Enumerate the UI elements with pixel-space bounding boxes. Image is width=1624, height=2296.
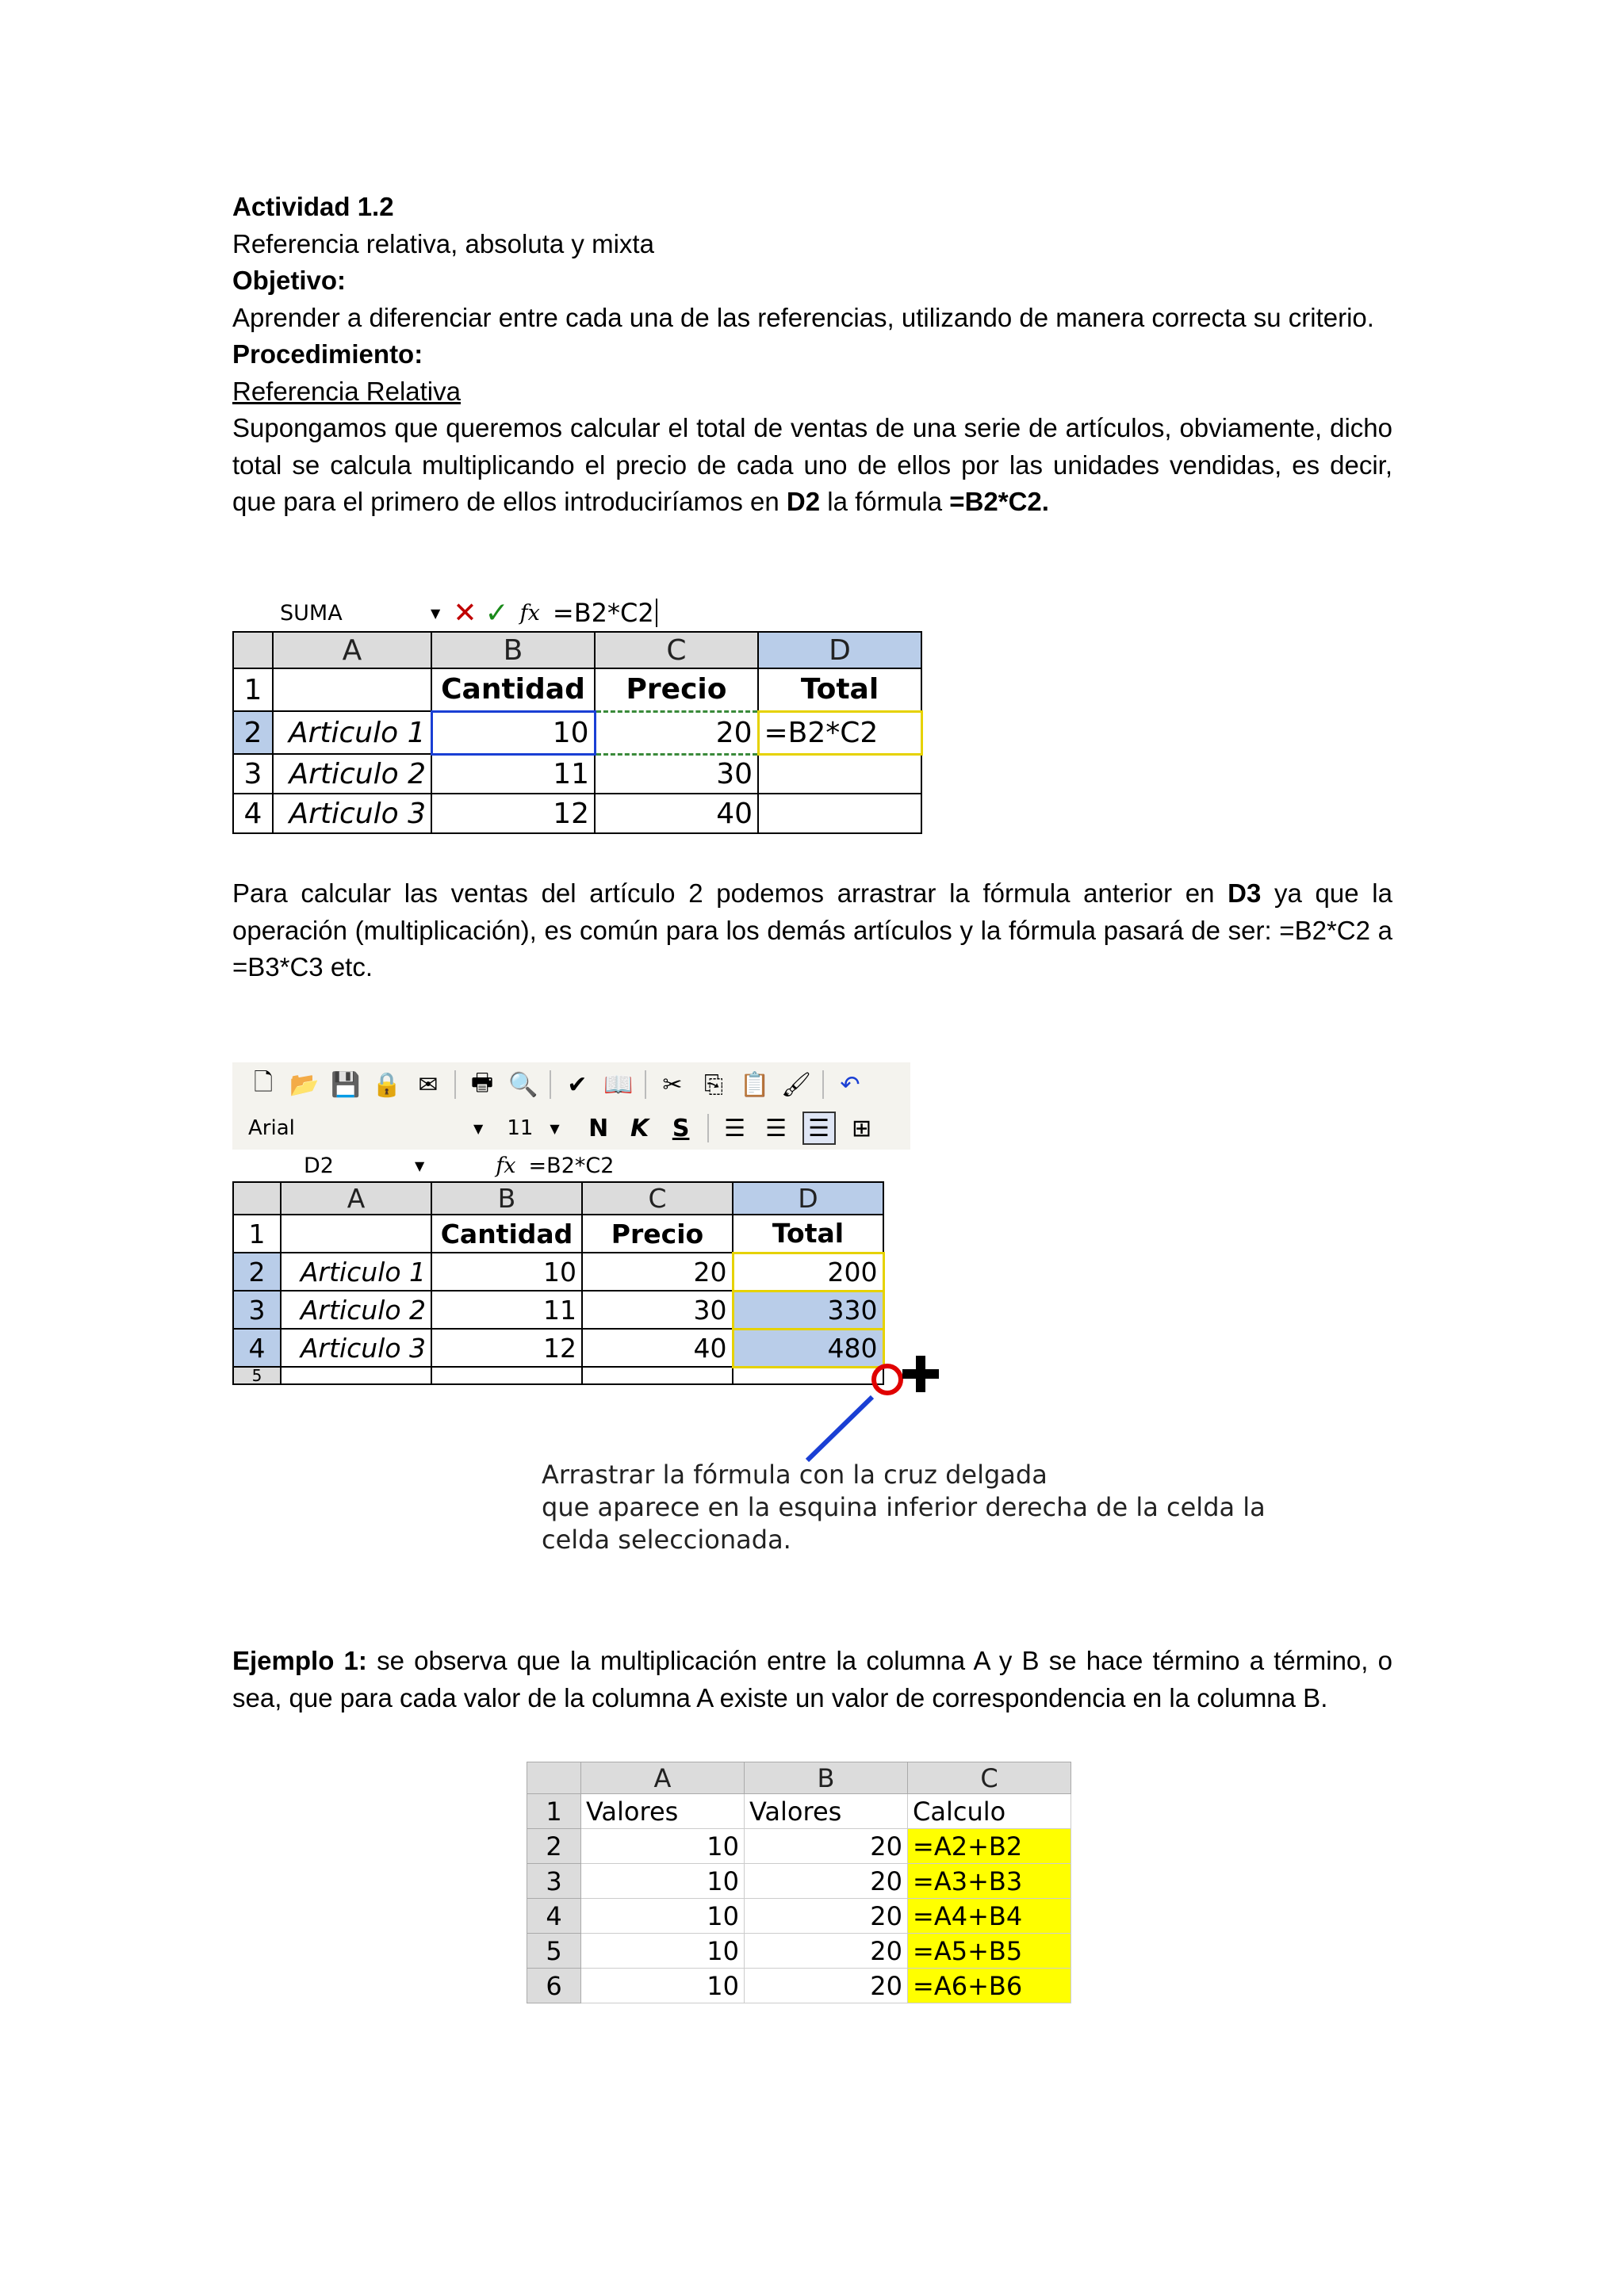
chevron-down-icon[interactable]: ▼ [415,1158,425,1173]
item-name[interactable]: Articulo 3 [273,794,431,833]
col-header-c[interactable]: C [582,1182,733,1215]
item-name[interactable]: Articulo 1 [273,711,431,754]
col-header-d[interactable]: D [758,632,921,668]
chevron-down-icon[interactable]: ▼ [431,605,441,621]
caption-line: Arrastrar la fórmula con la cruz delgada [542,1460,1048,1490]
align-left-icon[interactable]: ☰ [724,1114,746,1142]
item-name[interactable]: Articulo 1 [281,1253,431,1291]
value-b[interactable]: 20 [745,1899,908,1934]
formula-display[interactable]: =B2*C2 [528,1153,615,1178]
chevron-down-icon[interactable]: ▼ [550,1120,560,1136]
font-name-box[interactable]: Arial [248,1116,295,1140]
sheet3-grid [527,1762,1071,2003]
row-number[interactable]: 2 [233,711,273,754]
total-cell-active[interactable]: 200 [733,1253,883,1291]
quantity-cell[interactable]: 10 [431,1253,582,1291]
value-b[interactable]: 20 [745,1864,908,1899]
fill-handle-highlight [874,1366,901,1393]
row-number[interactable]: 3 [527,1864,581,1899]
quantity-cell[interactable]: 12 [431,794,595,833]
research-icon[interactable]: 📖 [603,1070,634,1099]
value-b[interactable]: 20 [745,1969,908,2003]
cut-icon[interactable]: ✂ [662,1070,683,1099]
procedure-label: Procedimiento: [232,339,423,369]
item-name[interactable]: Articulo 2 [281,1291,431,1329]
total-cell-selected[interactable]: 480 [733,1329,883,1367]
confirm-icon[interactable]: ✓ [485,596,509,629]
price-cell[interactable]: 30 [595,754,758,794]
item-name[interactable]: Articulo 3 [281,1329,431,1367]
objective-label: Objetivo: [232,266,347,295]
row-number[interactable]: 2 [233,1253,281,1291]
print-preview-icon[interactable]: 🔍 [508,1070,538,1099]
caption-line: celda seleccionada. [542,1525,791,1555]
permission-icon[interactable]: 🔒 [372,1070,402,1099]
col-header-d[interactable]: D [733,1182,883,1215]
row-number[interactable]: 6 [527,1969,581,2003]
save-icon[interactable]: 💾 [331,1070,361,1099]
col-header-a[interactable]: A [273,632,431,668]
drag-caption [542,1459,1266,1556]
activity-title: Actividad 1.2 [232,192,394,221]
col-header-c[interactable]: C [908,1762,1071,1794]
print-icon[interactable]: 🖶 [470,1068,494,1096]
spreadsheet-screenshot-3 [527,1762,1071,2003]
objective-text: Aprender a diferenciar entre cada una de las referencias, utilizando de manera correcta su criterio. [232,302,1374,332]
corner-cell[interactable] [527,1762,581,1794]
row-number[interactable]: 2 [527,1829,581,1864]
header-precio[interactable]: Precio [582,1215,733,1253]
bold-button[interactable]: N [588,1114,609,1142]
chevron-down-icon[interactable]: ▼ [473,1120,484,1136]
section-relative-heading: Referencia Relativa [232,376,461,406]
row-number[interactable]: 1 [527,1794,581,1829]
header-cantidad[interactable]: Cantidad [431,1215,582,1253]
header-cantidad[interactable]: Cantidad [431,668,595,711]
col-header-b[interactable]: B [431,1182,582,1215]
row-number[interactable]: 1 [233,1215,281,1253]
value-b[interactable]: 20 [745,1934,908,1969]
col-header-a[interactable]: A [281,1182,431,1215]
value-b[interactable]: 20 [745,1829,908,1864]
formula-cell[interactable]: =A4+B4 [908,1899,1071,1934]
annotation-arrow [807,1397,872,1460]
formula-cell[interactable]: =A5+B5 [908,1934,1071,1969]
header-total[interactable]: Total [758,668,921,711]
quantity-cell[interactable]: 11 [431,754,595,794]
total-cell-active[interactable]: =B2*C2 [758,711,921,754]
col-header-b[interactable]: B [745,1762,908,1794]
row-number[interactable]: 5 [527,1934,581,1969]
italic-button[interactable]: K [630,1114,649,1142]
open-folder-icon[interactable]: 📂 [289,1070,320,1099]
header-valores-a[interactable]: Valores [581,1794,745,1829]
name-box[interactable]: D2 [304,1153,334,1178]
row-number[interactable]: 4 [527,1899,581,1934]
activity-subtitle: Referencia relativa, absoluta y mixta [232,228,654,258]
font-size-box[interactable]: 11 [507,1116,534,1140]
value-a[interactable]: 10 [581,1969,745,2003]
spelling-icon[interactable]: ✔ [567,1070,588,1099]
col-header-c[interactable]: C [595,632,758,668]
paragraph-1: Supongamos que queremos calcular el total de ventas de una serie de artículos, obviamente, dicho total se calcula multiplicando el precio de cada uno de ellos por las unidades vendidas, es decir, que para el primero de ellos introduciríamos en D2 la fórmula =B2*C2. [232,413,1392,516]
row-number[interactable]: 4 [233,794,273,833]
price-cell[interactable]: 30 [582,1291,733,1329]
row-number[interactable]: 3 [233,754,273,794]
header-valores-b[interactable]: Valores [745,1794,908,1829]
value-a[interactable]: 10 [581,1899,745,1934]
formula-cell[interactable]: =A2+B2 [908,1829,1071,1864]
formula-cell[interactable]: =A3+B3 [908,1864,1071,1899]
example-1-paragraph: Ejemplo 1: se observa que la multiplicación entre la columna A y B se hace término a término, o sea, que para cada valor de la columna A existe un valor de correspondencia en la columna B. [232,1646,1392,1712]
header-precio[interactable]: Precio [595,668,758,711]
formula-cell[interactable]: =A6+B6 [908,1969,1071,2003]
price-cell[interactable]: 40 [582,1329,733,1367]
row-number[interactable]: 1 [233,668,273,711]
format-painter-icon[interactable]: 🖌 [780,1070,812,1099]
caption-line: que aparece en la esquina inferior derecha de la celda la [542,1492,1266,1522]
row-number[interactable]: 3 [233,1291,281,1329]
value-a[interactable]: 10 [581,1864,745,1899]
col-header-b[interactable]: B [431,632,595,668]
price-cell[interactable]: 40 [595,794,758,833]
cancel-icon[interactable]: ✕ [453,596,477,629]
total-cell-selected[interactable]: 330 [733,1291,883,1329]
align-right-icon[interactable]: ☰ [802,1112,836,1145]
value-a[interactable]: 10 [581,1829,745,1864]
underline-button[interactable]: S [672,1114,690,1142]
item-name[interactable]: Articulo 2 [273,754,431,794]
price-cell[interactable]: 20 [582,1253,733,1291]
copy-icon[interactable]: ⎘ [704,1070,723,1099]
quantity-cell[interactable]: 12 [431,1329,582,1367]
quantity-cell[interactable]: 10 [431,711,595,754]
value-a[interactable]: 10 [581,1934,745,1969]
function-icon[interactable]: fx [519,600,540,626]
header-calculo[interactable]: Calculo [908,1794,1071,1829]
thin-cross-icon [902,1356,939,1392]
undo-icon[interactable]: ↶ [840,1070,860,1099]
email-icon[interactable]: ✉ [418,1070,439,1099]
quantity-cell[interactable]: 11 [431,1291,582,1329]
paste-icon[interactable]: 📋 [740,1070,770,1099]
paragraph-2: Para calcular las ventas del artículo 2 podemos arrastrar la fórmula anterior en D3 ya que la operación (multiplicación), es común para los demás artículos y la fórmula pasará de ser: =B2*C2 a =B3*C3 etc. [232,878,1392,982]
formula-input[interactable]: =B2*C2 [552,598,654,628]
document-body-3 [232,1643,1392,1716]
name-box[interactable]: SUMA [280,600,343,626]
price-cell[interactable]: 20 [595,711,758,754]
align-center-icon[interactable]: ☰ [765,1114,787,1142]
row-number[interactable]: 5 [233,1367,281,1384]
row-number[interactable]: 4 [233,1329,281,1367]
col-header-a[interactable]: A [581,1762,745,1794]
function-icon[interactable]: fx [496,1153,516,1178]
new-document-icon[interactable]: 🗋 [253,1068,274,1096]
merge-center-icon[interactable]: ⊞ [852,1114,872,1142]
header-total[interactable]: Total [733,1215,883,1253]
